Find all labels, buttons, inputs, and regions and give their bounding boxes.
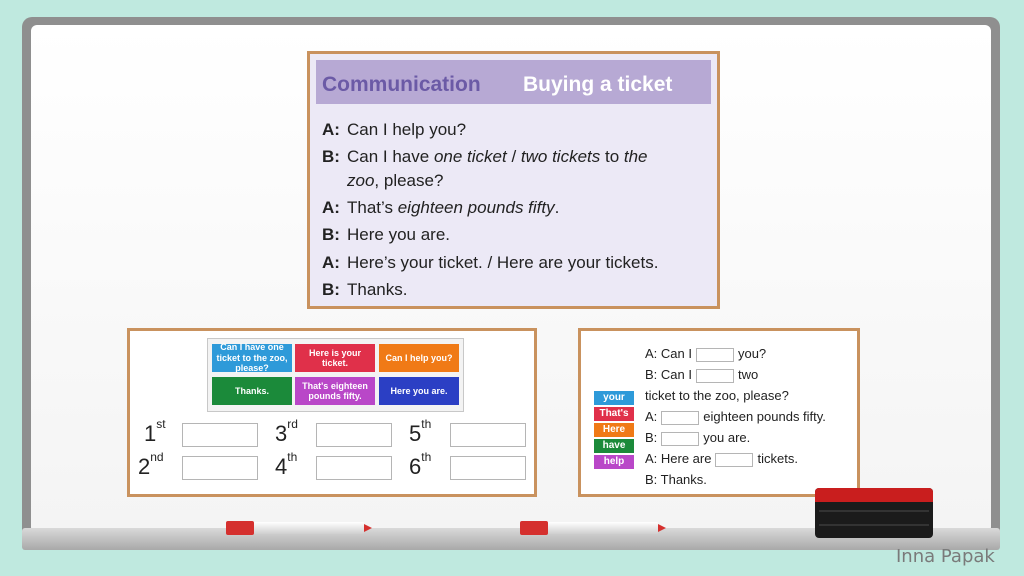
ordinal-label: 5th — [409, 417, 432, 446]
fill-in-task-card — [578, 328, 860, 497]
dialogue-option: the — [623, 147, 648, 166]
dialogue-text: Can I have — [347, 147, 434, 166]
fill-line: B: you are. — [645, 430, 751, 445]
ordinal-label: 4th — [275, 450, 298, 479]
dialogue-line — [322, 253, 658, 273]
dialogue-text: Thanks. — [347, 280, 408, 299]
dialogue-option: eighteen pounds fifty — [397, 198, 555, 217]
communication-card — [307, 51, 720, 309]
ordering-task-card — [127, 328, 537, 497]
dialogue-line — [322, 225, 450, 245]
dialogue-line — [322, 147, 648, 167]
answer-slot-1[interactable] — [182, 423, 258, 447]
red-marker-icon — [226, 521, 376, 535]
answer-slot-2[interactable] — [182, 456, 258, 480]
dialogue-option: zoo — [347, 171, 375, 190]
communication-header — [316, 60, 711, 104]
fill-line: B: Can I two — [645, 367, 759, 382]
dialogue-option: one ticket — [433, 147, 507, 166]
sentence-button-here-you-are[interactable]: Here you are. — [379, 377, 459, 405]
ordinal-label: 2nd — [138, 450, 164, 479]
answer-gap[interactable] — [661, 411, 699, 425]
sentence-button-here-is-ticket[interactable]: Here is your ticket. — [295, 344, 375, 372]
ordinal-label: 3rd — [275, 417, 298, 446]
communication-subtitle: Buying a ticket — [523, 73, 673, 96]
dialogue-text: Here’s your ticket. / Here are your tickets. — [347, 253, 659, 272]
speaker-label: B: — [322, 147, 340, 166]
dialogue-line — [322, 198, 559, 218]
answer-slot-3[interactable] — [316, 423, 392, 447]
dialogue-text: . — [554, 198, 560, 217]
dialogue-line — [322, 280, 407, 300]
dialogue-line — [322, 120, 466, 140]
dialogue-text: Here you are. — [347, 225, 450, 244]
speaker-label: B: — [322, 225, 340, 244]
dialogue-text: Can I help you? — [347, 120, 467, 139]
answer-gap[interactable] — [715, 453, 753, 467]
dialogue-option: two tickets — [520, 147, 601, 166]
dialogue-text: to — [600, 147, 624, 166]
red-marker-icon — [520, 521, 670, 535]
fill-line: B: Thanks. — [645, 472, 707, 487]
sentence-button-one-ticket[interactable]: Can I have one ticket to the zoo, please? — [212, 344, 292, 372]
eraser-icon — [815, 488, 933, 538]
sentence-button-eighteen-pounds[interactable]: That's eighteen pounds fifty. — [295, 377, 375, 405]
ordinal-label: 6th — [409, 450, 432, 479]
speaker-label: A: — [322, 120, 340, 139]
fill-line: A: Here are tickets. — [645, 451, 798, 466]
dialogue-text: / — [506, 147, 521, 166]
speaker-label: B: — [322, 280, 340, 299]
word-chip-your[interactable]: your — [594, 391, 634, 405]
dialogue-text: That’s — [347, 198, 398, 217]
speaker-label: A: — [322, 198, 340, 217]
answer-gap[interactable] — [696, 369, 734, 383]
communication-title: Communication — [322, 73, 481, 96]
sentence-button-can-i-help[interactable]: Can I help you? — [379, 344, 459, 372]
fill-line: A: eighteen pounds fifty. — [645, 409, 826, 424]
word-chip-help[interactable]: help — [594, 455, 634, 469]
ordinal-label: 1st — [144, 417, 166, 446]
dialogue-line — [322, 171, 443, 191]
answer-gap[interactable] — [696, 348, 734, 362]
sentence-button-panel — [207, 338, 464, 412]
answer-gap[interactable] — [661, 432, 699, 446]
word-chip-here[interactable]: Here — [594, 423, 634, 437]
speaker-label: A: — [322, 253, 340, 272]
word-chip-thats[interactable]: That's — [594, 407, 634, 421]
dialogue-text: , please? — [374, 171, 444, 190]
word-chip-have[interactable]: have — [594, 439, 634, 453]
answer-slot-6[interactable] — [450, 456, 526, 480]
fill-line: ticket to the zoo, please? — [645, 388, 789, 403]
sentence-button-thanks[interactable]: Thanks. — [212, 377, 292, 405]
answer-slot-4[interactable] — [316, 456, 392, 480]
fill-line: A: Can I you? — [645, 346, 767, 361]
answer-slot-5[interactable] — [450, 423, 526, 447]
author-watermark: Inna Papak — [896, 546, 995, 567]
